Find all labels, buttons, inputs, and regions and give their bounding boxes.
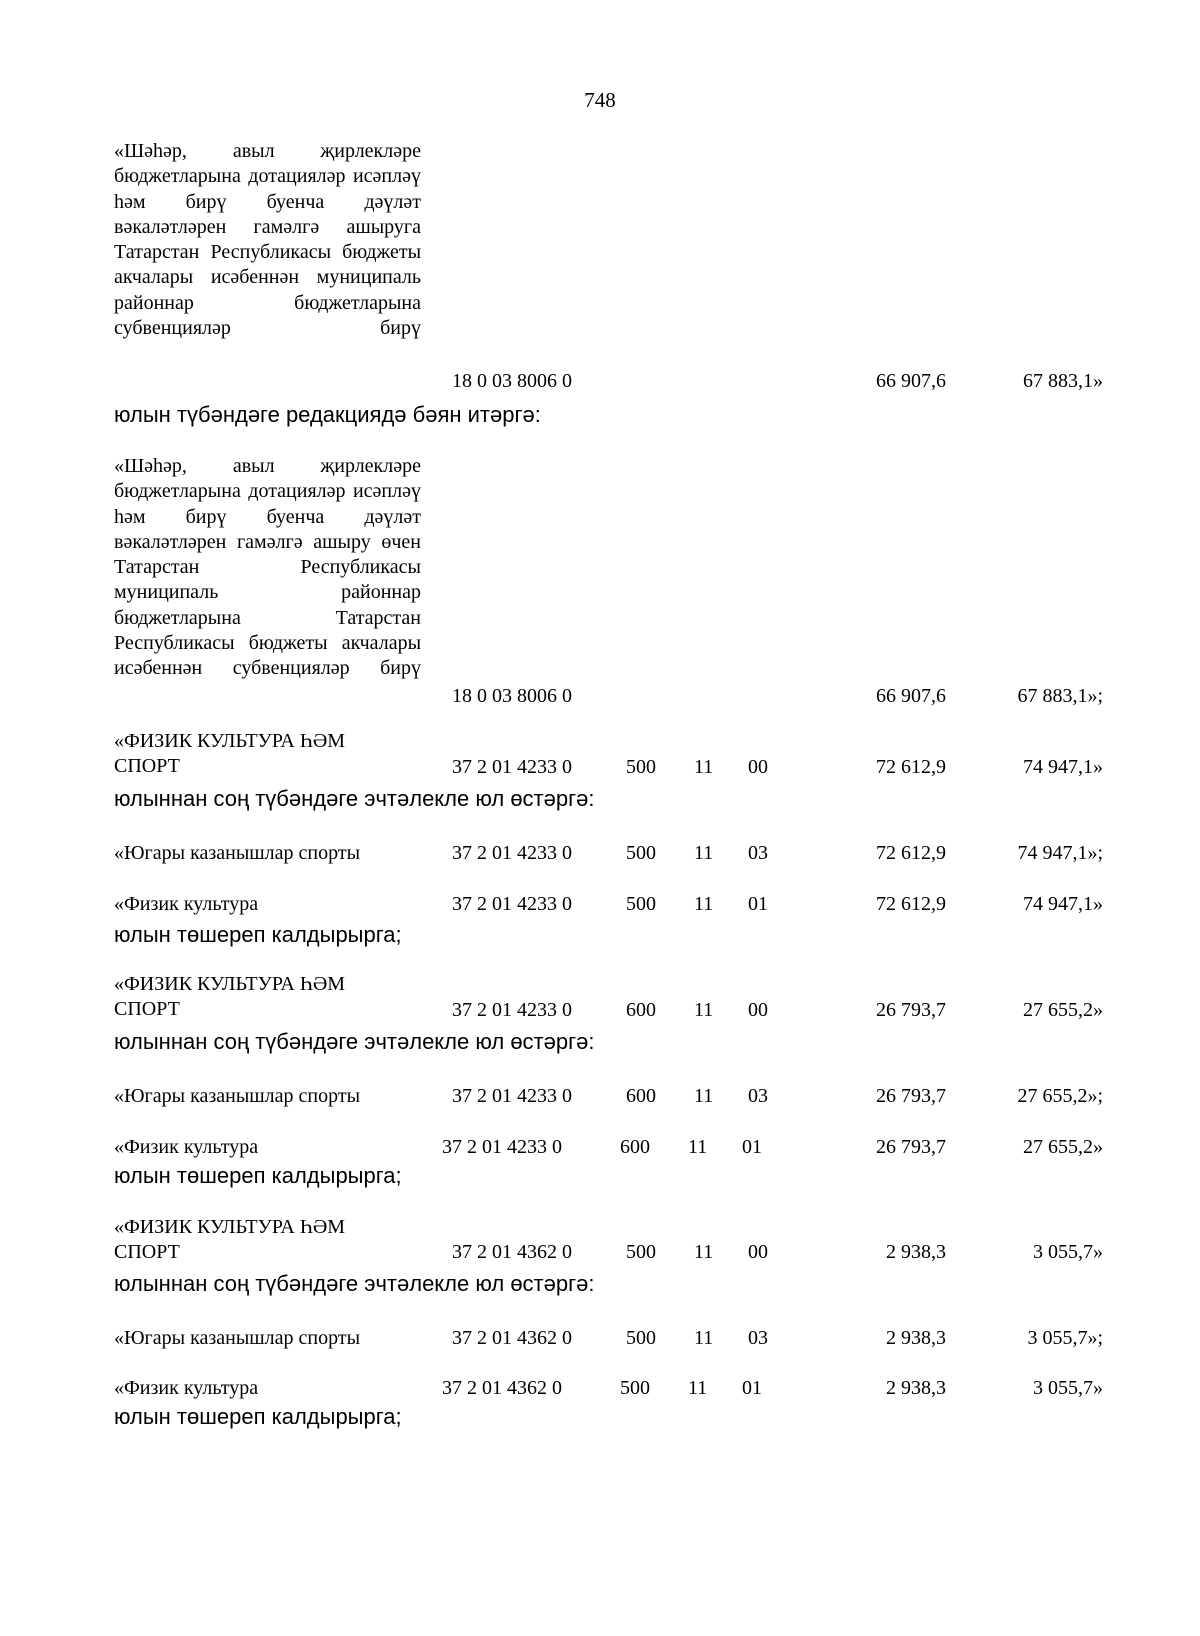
expense-type: 600 bbox=[626, 1085, 656, 1107]
expense-type: 600 bbox=[626, 999, 656, 1021]
expense-type: 500 bbox=[626, 842, 656, 864]
sum-2018: 3 055,7» bbox=[1033, 1241, 1103, 1263]
kbk-code: 37 2 01 4362 0 bbox=[452, 1327, 572, 1349]
subsection: 03 bbox=[748, 842, 768, 864]
section: 11 bbox=[694, 893, 714, 915]
entry-name: «ФИЗИК КУЛЬТУРА ҺӘМ СПОРТ bbox=[114, 1216, 346, 1264]
section: 11 bbox=[694, 1327, 714, 1349]
section: 11 bbox=[694, 999, 714, 1021]
kbk-code: 18 0 03 8006 0 bbox=[452, 685, 572, 707]
entry-name: «Югары казанышлар спорты bbox=[114, 1327, 361, 1349]
sum-2017: 72 612,9 bbox=[876, 756, 946, 778]
kbk-code: 37 2 01 4233 0 bbox=[452, 999, 572, 1021]
sum-2018: 74 947,1» bbox=[1023, 893, 1103, 915]
sum-2017: 2 938,3 bbox=[886, 1241, 946, 1263]
entry-name: «Физик культура bbox=[114, 893, 259, 915]
expense-type: 500 bbox=[620, 1377, 650, 1399]
section: 11 bbox=[694, 756, 714, 778]
expense-type: 500 bbox=[626, 1241, 656, 1263]
sum-2017: 2 938,3 bbox=[886, 1377, 946, 1399]
amendment-note: юлын төшереп калдырырга; bbox=[114, 922, 402, 947]
subsection: 01 bbox=[742, 1377, 762, 1399]
sum-2018: 27 655,2» bbox=[1023, 1136, 1103, 1158]
entry-name: «Югары казанышлар спорты bbox=[114, 1085, 361, 1107]
entry-name: «Югары казанышлар спорты bbox=[114, 842, 361, 864]
sum-2017: 26 793,7 bbox=[876, 1136, 946, 1158]
entry-name: «Физик культура bbox=[114, 1136, 259, 1158]
subsection: 00 bbox=[748, 756, 768, 778]
subsection: 00 bbox=[748, 999, 768, 1021]
entry-name: «Шәһәр, авыл җирлекләре бюджетларына дотацияләр исәпләү һәм бирү буенча дәүләт вәкаләтләрен гамәлгә ашыруга Татарстан Республикасы бюджеты акчалары исәбеннән муниципаль районнар бюджетларына субвенцияләр бирү bbox=[114, 140, 422, 340]
sum-2017: 26 793,7 bbox=[876, 1085, 946, 1107]
entry-name: «Физик культура bbox=[114, 1377, 259, 1399]
section: 11 bbox=[694, 842, 714, 864]
sum-2017: 26 793,7 bbox=[876, 999, 946, 1021]
section: 11 bbox=[694, 1241, 714, 1263]
sum-2018: 27 655,2» bbox=[1023, 999, 1103, 1021]
page-number: 748 bbox=[584, 88, 616, 112]
entry-name: «ФИЗИК КУЛЬТУРА ҺӘМ СПОРТ bbox=[114, 730, 346, 778]
kbk-code: 37 2 01 4233 0 bbox=[452, 842, 572, 864]
sum-2017: 2 938,3 bbox=[886, 1327, 946, 1349]
sum-2017: 66 907,6 bbox=[876, 370, 946, 392]
sum-2017: 72 612,9 bbox=[876, 842, 946, 864]
amendment-note: юлыннан соң түбәндәге эчтәлекле юл өстәргә: bbox=[114, 786, 595, 811]
sum-2018: 74 947,1» bbox=[1023, 756, 1103, 778]
kbk-code: 18 0 03 8006 0 bbox=[452, 370, 572, 392]
section: 11 bbox=[688, 1136, 708, 1158]
subsection: 03 bbox=[748, 1085, 768, 1107]
kbk-code: 37 2 01 4362 0 bbox=[442, 1377, 562, 1399]
section: 11 bbox=[694, 1085, 714, 1107]
subsection: 01 bbox=[742, 1136, 762, 1158]
kbk-code: 37 2 01 4362 0 bbox=[452, 1241, 572, 1263]
subsection: 03 bbox=[748, 1327, 768, 1349]
sum-2018: 3 055,7»; bbox=[1027, 1327, 1103, 1349]
expense-type: 600 bbox=[620, 1136, 650, 1158]
kbk-code: 37 2 01 4233 0 bbox=[452, 756, 572, 778]
section: 11 bbox=[688, 1377, 708, 1399]
amendment-note: юлын төшереп калдырырга; bbox=[114, 1163, 402, 1188]
sum-2017: 72 612,9 bbox=[876, 893, 946, 915]
entry-name: «Шәһәр, авыл җирлекләре бюджетларына дотацияләр исәпләү һәм бирү буенча дәүләт вәкаләтләрен гамәлгә ашыру өчен Татарстан Республикасы муниципаль районнар бюджетларына Татарстан Республикасы бюджеты акчалары исәбеннән субвенцияләр бирү bbox=[114, 455, 422, 680]
expense-type: 500 bbox=[626, 1327, 656, 1349]
amendment-note: юлын төшереп калдырырга; bbox=[114, 1404, 402, 1429]
expense-type: 500 bbox=[626, 756, 656, 778]
subsection: 00 bbox=[748, 1241, 768, 1263]
amendment-note: юлын түбәндәге редакциядә бәян итәргә: bbox=[114, 402, 541, 427]
sum-2018: 74 947,1»; bbox=[1017, 842, 1103, 864]
kbk-code: 37 2 01 4233 0 bbox=[442, 1136, 562, 1158]
sum-2017: 66 907,6 bbox=[876, 685, 946, 707]
amendment-note: юлыннан соң түбәндәге эчтәлекле юл өстәргә: bbox=[114, 1029, 595, 1054]
sum-2018: 27 655,2»; bbox=[1017, 1085, 1103, 1107]
amendment-note: юлыннан соң түбәндәге эчтәлекле юл өстәргә: bbox=[114, 1271, 595, 1296]
kbk-code: 37 2 01 4233 0 bbox=[452, 1085, 572, 1107]
sum-2018: 3 055,7» bbox=[1033, 1377, 1103, 1399]
subsection: 01 bbox=[748, 893, 768, 915]
entry-name: «ФИЗИК КУЛЬТУРА ҺӘМ СПОРТ bbox=[114, 973, 346, 1021]
kbk-code: 37 2 01 4233 0 bbox=[452, 893, 572, 915]
sum-2018: 67 883,1» bbox=[1023, 370, 1103, 392]
sum-2018: 67 883,1»; bbox=[1017, 685, 1103, 707]
expense-type: 500 bbox=[626, 893, 656, 915]
